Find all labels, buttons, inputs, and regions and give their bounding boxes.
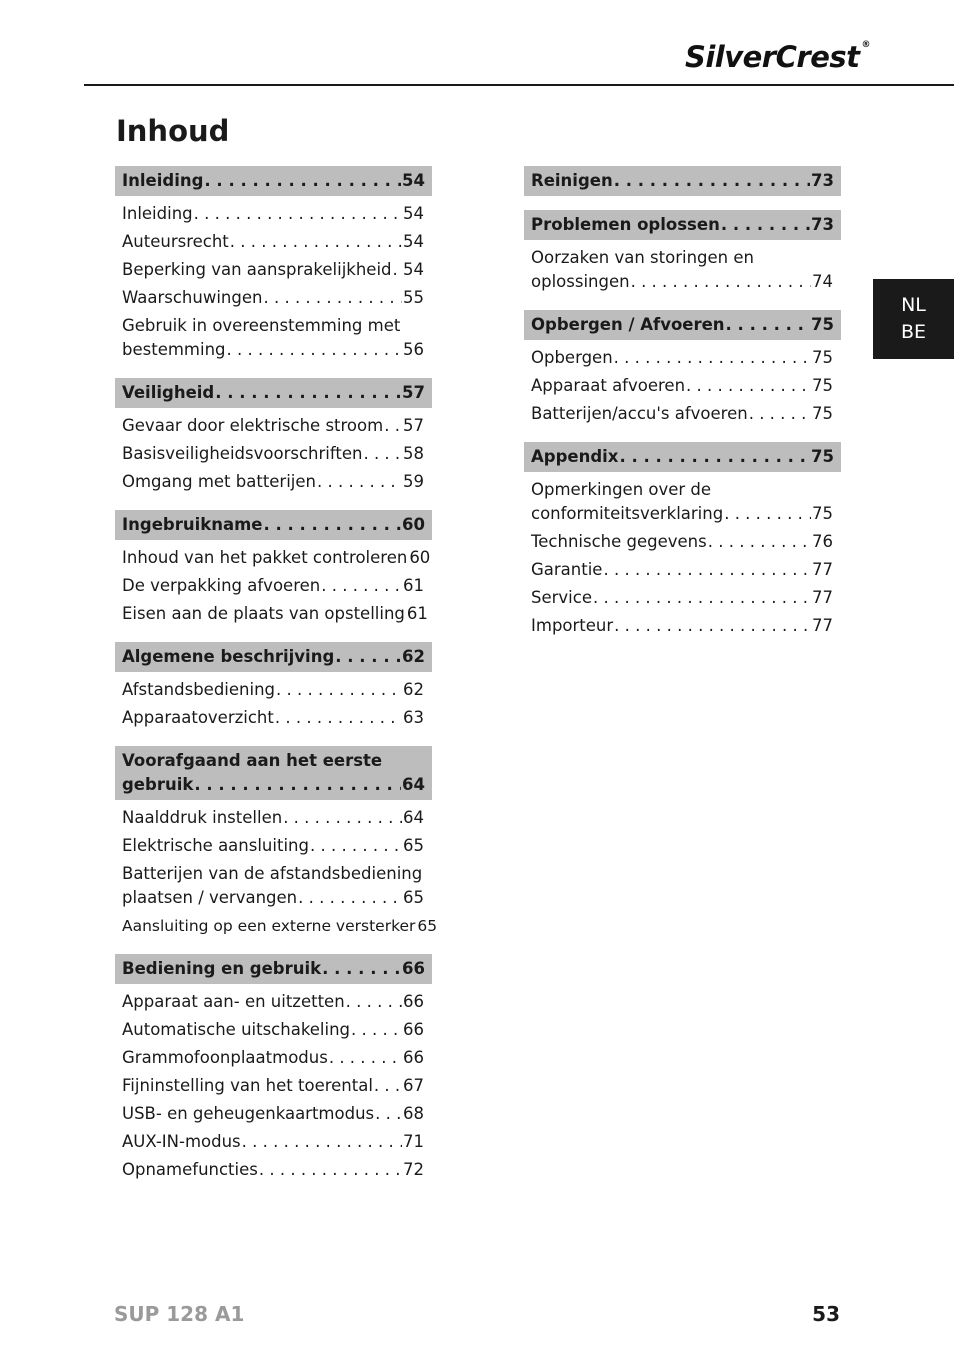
leader-dots — [363, 442, 402, 466]
leader-dots — [259, 1158, 402, 1182]
toc-entry-page: 74 — [812, 272, 833, 291]
toc-entry[interactable] — [122, 1100, 424, 1128]
leader-dots — [335, 645, 401, 669]
toc-entry-label: Grammofoonplaatmodus — [122, 1048, 328, 1067]
leader-dots — [242, 1130, 402, 1154]
toc-entry-label: Automatische uitschakeling — [122, 1020, 351, 1039]
toc-entry[interactable] — [122, 600, 428, 628]
toc-entry-page: 56 — [403, 340, 424, 359]
toc-entry[interactable] — [122, 412, 424, 440]
leader-dots — [283, 806, 402, 830]
toc-entry-label: plaatsen / vervangen — [122, 888, 298, 907]
toc-entry-page: 63 — [403, 708, 424, 727]
toc-entry-page: 61 — [403, 576, 424, 595]
toc-entry[interactable] — [122, 544, 431, 572]
section-page-number: 73 — [811, 171, 834, 190]
toc-entry-page: 61 — [406, 604, 428, 623]
toc-entry-label: Beperking van aansprakelijkheid — [122, 260, 392, 279]
toc-entry-label: Afstandsbediening — [122, 680, 276, 699]
toc-entry-page: 65 — [403, 836, 424, 855]
toc-entry-page: 58 — [403, 444, 424, 463]
toc-entry-page: 75 — [812, 404, 833, 423]
toc-entry-page: 66 — [403, 1048, 424, 1067]
toc-entry-label: Opnamefuncties — [122, 1160, 258, 1179]
toc-entry-page: 75 — [812, 348, 833, 367]
section-page-number: 75 — [811, 315, 834, 334]
toc-entry[interactable] — [531, 476, 833, 528]
section-entries — [115, 672, 432, 732]
toc-entry-page: 66 — [403, 992, 424, 1011]
toc-entry-label: Omgang met batterijen — [122, 472, 316, 491]
toc-entry-label: Gevaar door elektrische stroom — [122, 416, 384, 435]
toc-entry-page: 57 — [403, 416, 424, 435]
leader-dots — [194, 773, 401, 797]
toc-entry-label: Inhoud van het pakket controleren — [122, 548, 408, 567]
toc-entry[interactable] — [531, 344, 833, 372]
toc-section — [524, 310, 841, 428]
language-tab — [873, 279, 954, 359]
leader-dots — [215, 381, 401, 405]
toc-entry-page: 54 — [403, 232, 424, 251]
leader-dots — [593, 586, 811, 610]
section-page-number: 54 — [402, 171, 425, 190]
toc-entry-label: Service — [531, 588, 592, 607]
leader-dots — [603, 558, 811, 582]
section-heading[interactable] — [115, 746, 432, 800]
toc-entry[interactable] — [122, 256, 424, 284]
toc-entry-page: 54 — [403, 260, 424, 279]
section-entries — [115, 800, 438, 940]
section-heading-label: Algemene beschrijving — [122, 647, 335, 666]
toc-entry[interactable] — [122, 1044, 424, 1072]
header-rule — [84, 84, 954, 86]
toc-entry-label: Technische gegevens — [531, 532, 707, 551]
toc-section — [115, 954, 432, 1184]
leader-dots — [275, 706, 402, 730]
brand-name: SilverCrest — [684, 40, 860, 74]
leader-dots — [614, 169, 810, 193]
toc-entry-page: 67 — [403, 1076, 424, 1095]
leader-dots — [619, 445, 810, 469]
leader-dots — [298, 886, 402, 910]
section-page-number: 75 — [811, 447, 834, 466]
page-number: 53 — [812, 1302, 840, 1326]
section-heading[interactable] — [115, 378, 432, 408]
section-page-number: 57 — [402, 383, 425, 402]
toc-entry-label: Waarschuwingen — [122, 288, 263, 307]
toc-entry-label: oplossingen — [531, 272, 630, 291]
section-heading[interactable] — [115, 954, 432, 984]
toc-section — [115, 746, 438, 940]
section-heading-label: Veiligheid — [122, 383, 215, 402]
section-heading-label: Inleiding — [122, 171, 204, 190]
toc-entry[interactable] — [122, 440, 424, 468]
toc-entry-line1: Oorzaken van storingen en — [531, 248, 754, 267]
leader-dots — [726, 313, 810, 337]
toc-entry-label: bestemming — [122, 340, 226, 359]
section-entries — [524, 472, 841, 640]
toc-entry-page: 60 — [409, 548, 431, 567]
toc-entry[interactable] — [122, 832, 424, 860]
toc-entry[interactable] — [122, 988, 424, 1016]
toc-entry-line1: Gebruik in overeenstemming met — [122, 316, 401, 335]
toc-entry[interactable] — [531, 556, 833, 584]
toc-entry-line1: Opmerkingen over de — [531, 480, 712, 499]
section-page-number: 64 — [402, 775, 425, 794]
section-page-number: 66 — [402, 959, 425, 978]
toc-entry-label: Apparaatoverzicht — [122, 708, 274, 727]
section-entries — [115, 196, 432, 364]
toc-entry-label: De verpakking afvoeren — [122, 576, 321, 595]
toc-section — [115, 510, 432, 628]
toc-entry-label: USB- en geheugenkaartmodus — [122, 1104, 375, 1123]
toc-entry-line1: Batterijen van de afstandsbediening — [122, 864, 423, 883]
toc-entry-page: 71 — [403, 1132, 424, 1151]
language-code-be: BE — [900, 321, 927, 343]
toc-entry-label: Naalddruk instellen — [122, 808, 283, 827]
toc-entry[interactable] — [122, 1016, 424, 1044]
leader-dots — [230, 230, 402, 254]
toc-entry[interactable] — [122, 228, 424, 256]
section-entries — [524, 340, 841, 428]
toc-entry-page: 64 — [403, 808, 424, 827]
toc-entry-label: Basisveiligheidsvoorschriften — [122, 444, 363, 463]
section-heading-label: Ingebruikname — [122, 515, 263, 534]
section-heading-label: Reinigen — [531, 171, 613, 190]
toc-entry[interactable] — [122, 284, 424, 312]
toc-entry[interactable] — [531, 244, 833, 296]
language-code-nl: NL — [901, 294, 926, 316]
toc-entry-label: Elektrische aansluiting — [122, 836, 309, 855]
toc-entry-page: 76 — [812, 532, 833, 551]
section-heading[interactable] — [524, 166, 841, 196]
leader-dots — [321, 574, 402, 598]
section-entries — [115, 540, 432, 628]
footer-model: SUP 128 A1 — [114, 1302, 245, 1326]
leader-dots — [322, 957, 401, 981]
leader-dots — [686, 374, 811, 398]
toc-section — [524, 166, 841, 196]
toc-entry-page: 66 — [403, 1020, 424, 1039]
section-heading[interactable] — [524, 310, 841, 340]
toc-left-column — [115, 166, 438, 1198]
toc-entry-page: 59 — [403, 472, 424, 491]
section-page-number: 62 — [402, 647, 425, 666]
toc-entry-label: Batterijen/accu's afvoeren — [531, 404, 748, 423]
toc-entry[interactable] — [122, 312, 424, 364]
toc-entry[interactable] — [531, 372, 833, 400]
leader-dots — [721, 213, 810, 237]
toc-entry-label: Auteursrecht — [122, 232, 229, 251]
toc-entry[interactable] — [122, 468, 424, 496]
leader-dots — [310, 834, 402, 858]
toc-entry-page: 54 — [403, 204, 424, 223]
toc-entry[interactable] — [122, 860, 424, 912]
toc-entry-page: 65 — [403, 888, 424, 907]
toc-entry-label: Opbergen — [531, 348, 613, 367]
section-heading[interactable] — [524, 442, 841, 472]
leader-dots — [263, 513, 401, 537]
leader-dots — [749, 402, 811, 426]
section-heading[interactable] — [115, 166, 432, 196]
toc-entry-label: Fijninstelling van het toerental — [122, 1076, 373, 1095]
leader-dots — [346, 990, 402, 1014]
toc-entry[interactable] — [531, 612, 833, 640]
toc-entry-page: 77 — [812, 588, 833, 607]
page-title: Inhoud — [116, 114, 230, 148]
toc-entry-page: 72 — [403, 1160, 424, 1179]
leader-dots — [375, 1102, 402, 1126]
toc-entry-page: 77 — [812, 616, 833, 635]
leader-dots — [194, 202, 402, 226]
toc-entry-label: Apparaat afvoeren — [531, 376, 686, 395]
leader-dots — [631, 270, 811, 294]
toc-entry[interactable] — [531, 584, 833, 612]
section-entries — [115, 984, 432, 1184]
toc-right-column — [524, 166, 841, 654]
leader-dots — [614, 346, 811, 370]
section-entries — [524, 240, 841, 296]
toc-entry-page: 77 — [812, 560, 833, 579]
section-heading-label: Opbergen / Afvoeren — [531, 315, 725, 334]
toc-entry[interactable] — [122, 1128, 424, 1156]
toc-entry-page: 75 — [812, 504, 833, 523]
toc-entry-label: conformiteitsverklaring — [531, 504, 724, 523]
toc-entry[interactable] — [122, 572, 424, 600]
toc-section — [524, 442, 841, 640]
registered-mark: ® — [861, 40, 870, 50]
leader-dots — [351, 1018, 402, 1042]
toc-entry-label: AUX-IN-modus — [122, 1132, 241, 1151]
toc-entry[interactable] — [122, 912, 438, 940]
section-heading[interactable] — [115, 510, 432, 540]
toc-entry[interactable] — [122, 200, 424, 228]
section-heading-label: Problemen oplossen — [531, 215, 720, 234]
section-heading[interactable] — [115, 642, 432, 672]
toc-entry-page: 68 — [403, 1104, 424, 1123]
toc-entry[interactable] — [531, 528, 833, 556]
toc-entry-label: Garantie — [531, 560, 603, 579]
toc-entry[interactable] — [122, 804, 424, 832]
toc-entry[interactable] — [122, 1156, 424, 1184]
toc-entry-label: Apparaat aan- en uitzetten — [122, 992, 345, 1011]
leader-dots — [384, 414, 402, 438]
leader-dots — [393, 258, 402, 282]
section-heading-label: Bediening en gebruik — [122, 959, 322, 978]
toc-entry-label: Aansluiting op een externe versterker — [122, 917, 416, 935]
leader-dots — [276, 678, 402, 702]
toc-section — [115, 166, 432, 364]
section-heading-line1: Voorafgaand aan het eerste — [122, 751, 383, 770]
toc-section — [115, 378, 432, 496]
section-page-number: 60 — [402, 515, 425, 534]
toc-entry-page: 55 — [403, 288, 424, 307]
section-heading-label: Appendix — [531, 447, 619, 466]
leader-dots — [263, 286, 402, 310]
toc-entry[interactable] — [531, 400, 833, 428]
toc-entry-label: Importeur — [531, 616, 614, 635]
leader-dots — [614, 614, 811, 638]
section-heading-label: gebruik — [122, 775, 194, 794]
toc-entry-page: 65 — [417, 917, 438, 935]
toc-section — [115, 642, 432, 732]
toc-entry-label: Inleiding — [122, 204, 193, 223]
toc-entry[interactable] — [122, 704, 424, 732]
leader-dots — [724, 502, 811, 526]
toc-entry-page: 75 — [812, 376, 833, 395]
leader-dots — [204, 169, 401, 193]
leader-dots — [317, 470, 402, 494]
toc-entry-label: Eisen aan de plaats van opstelling — [122, 604, 405, 623]
brand-logo — [685, 40, 870, 74]
leader-dots — [329, 1046, 402, 1070]
section-page-number: 73 — [811, 215, 834, 234]
leader-dots — [374, 1074, 402, 1098]
toc-entry[interactable] — [122, 676, 424, 704]
section-entries — [115, 408, 432, 496]
toc-entry-page: 62 — [403, 680, 424, 699]
toc-entry[interactable] — [122, 1072, 424, 1100]
toc-section — [524, 210, 841, 296]
leader-dots — [227, 338, 402, 362]
leader-dots — [708, 530, 811, 554]
section-heading[interactable] — [524, 210, 841, 240]
